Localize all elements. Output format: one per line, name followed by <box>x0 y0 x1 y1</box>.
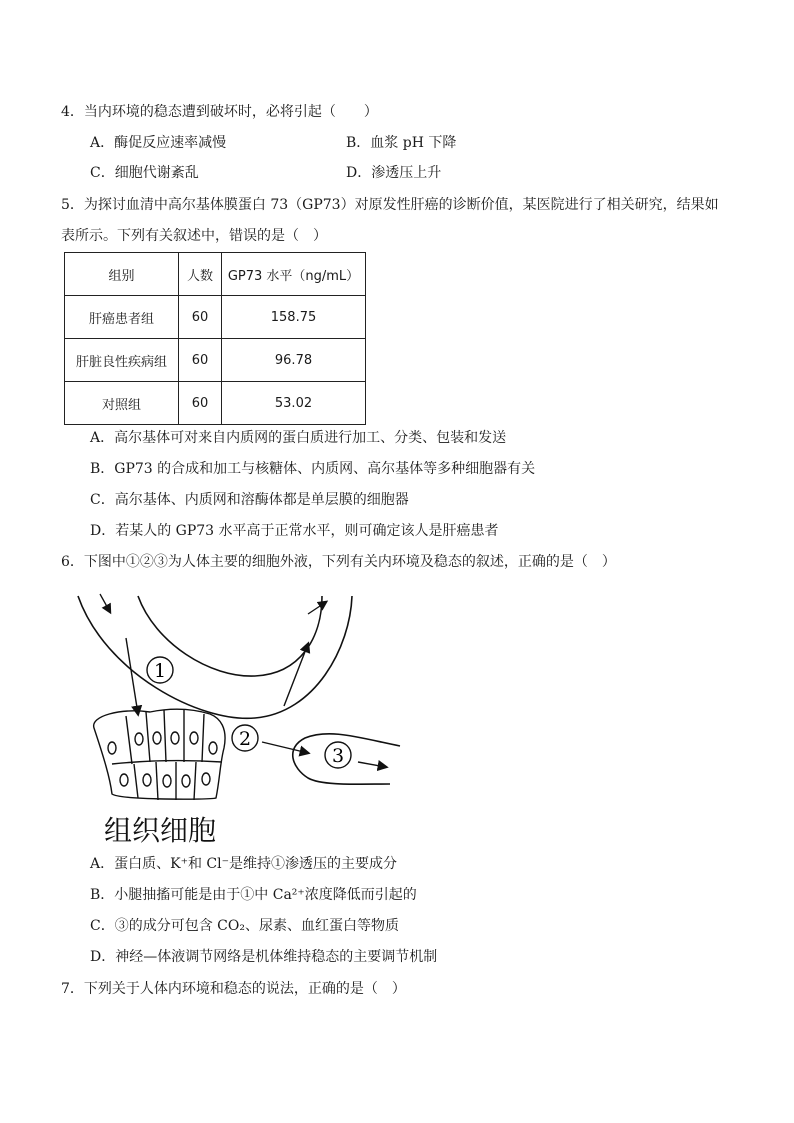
diagram-caption: 组织细胞 <box>104 814 217 847</box>
tissue-cells <box>94 709 225 800</box>
q5-option-b: B．GP73 的合成和加工与核糖体、内质网、高尔基体等多种细胞器有关 <box>90 461 536 477</box>
table-cell: 60 <box>179 382 222 425</box>
q6-option-a: A．蛋白质、K⁺和 Cl⁻是维持①渗透压的主要成分 <box>90 856 397 872</box>
q4-option-c: C．细胞代谢紊乱 <box>90 165 199 181</box>
label-3-digit: 3 <box>331 745 345 767</box>
gp73-table <box>64 252 366 425</box>
capillary-outer-wall <box>78 596 352 718</box>
table-header-row <box>65 253 366 296</box>
q4-option-d: D．渗透压上升 <box>346 165 442 181</box>
q6-option-d: D．神经—体液调节网络是机体维持稳态的主要调节机制 <box>90 949 438 965</box>
table-row <box>65 382 366 425</box>
flow-arrow <box>100 594 110 612</box>
extracellular-fluid-diagram <box>60 588 410 850</box>
flow-arrow <box>308 602 326 614</box>
q6-stem: 6．下图中①②③为人体主要的细胞外液，下列有关内环境及稳态的叙述，正确的是（ ） <box>61 554 616 570</box>
q7-stem: 7．下列关于人体内环境和稳态的说法，正确的是（ ） <box>61 981 406 997</box>
table-row <box>65 296 366 339</box>
q4-option-b: B．血浆 pH 下降 <box>346 135 457 151</box>
table-row <box>65 339 366 382</box>
q6-option-b: B．小腿抽搐可能是由于①中 Ca²⁺浓度降低而引起的 <box>90 887 417 903</box>
table-cell: 60 <box>179 296 222 339</box>
table-header-cell: 组别 <box>65 253 179 296</box>
table-header-cell: GP73 水平（ng/mL） <box>222 253 366 296</box>
table-header-cell: 人数 <box>179 253 222 296</box>
q4-option-a: A．酶促反应速率减慢 <box>90 135 227 151</box>
table-cell: 对照组 <box>65 382 179 425</box>
lymph-flow-arrow <box>358 762 386 767</box>
table-cell: 肝脏良性疾病组 <box>65 339 179 382</box>
flow-arrow-2-to-3 <box>262 742 308 753</box>
table-cell: 肝癌患者组 <box>65 296 179 339</box>
q6-option-c: C．③的成分可包含 CO₂、尿素、血红蛋白等物质 <box>90 918 399 934</box>
label-1-digit: 1 <box>153 660 167 682</box>
table-cell: 53.02 <box>222 382 366 425</box>
table-cell: 60 <box>179 339 222 382</box>
q5-option-d: D．若某人的 GP73 水平高于正常水平，则可确定该人是肝癌患者 <box>90 523 499 539</box>
q4-stem: 4．当内环境的稳态遭到破坏时，必将引起（ ） <box>61 104 378 120</box>
exchange-arrow-out <box>126 638 138 714</box>
table-cell: 96.78 <box>222 339 366 382</box>
lymph-vessel-wall <box>293 734 400 784</box>
q5-option-c: C．高尔基体、内质网和溶酶体都是单层膜的细胞器 <box>90 492 409 508</box>
q5-stem-line2: 表所示。下列有关叙述中，错误的是（ ） <box>61 228 327 244</box>
table-cell: 158.75 <box>222 296 366 339</box>
q5-stem-line1: 5．为探讨血清中高尔基体膜蛋白 73（GP73）对原发性肝癌的诊断价值，某医院进行了相关研究，结果如 <box>61 197 719 213</box>
label-2-digit: 2 <box>238 728 252 750</box>
q5-option-a: A．高尔基体可对来自内质网的蛋白质进行加工、分类、包装和发送 <box>90 430 507 446</box>
